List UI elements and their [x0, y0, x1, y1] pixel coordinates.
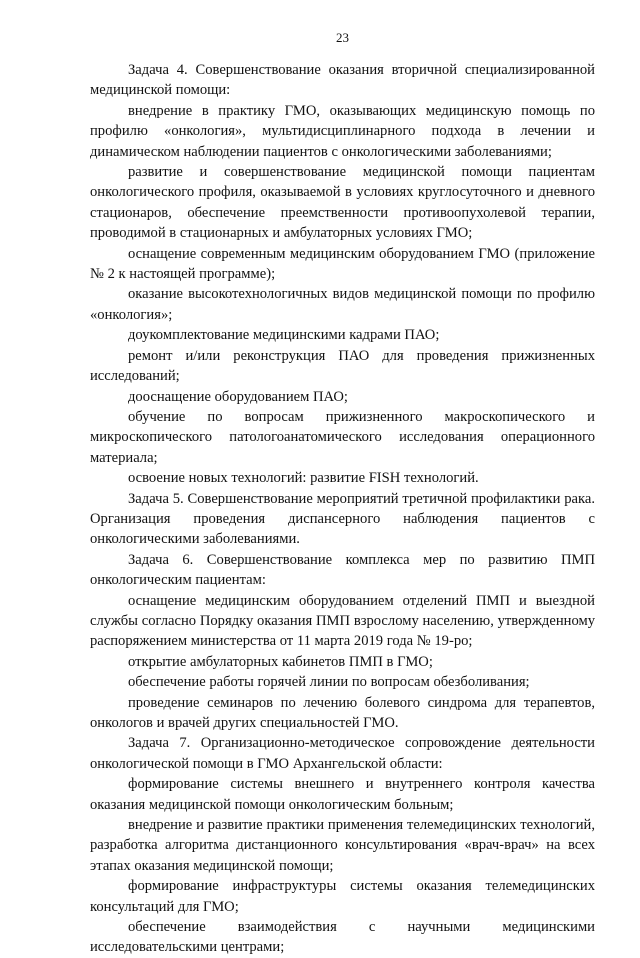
task-4-heading: Задача 4. Совершенствование оказания вторичной специализированной медицинской помощи:	[90, 62, 595, 99]
list-item: обучение по вопросам прижизненного макроскопического и микроскопического патологоанатомического исследования операционного материала;	[90, 408, 595, 466]
list-item: оказание высокотехнологичных видов медицинской помощи по профилю «онкология»;	[90, 286, 595, 323]
list-item: проведение семинаров по лечению болевого синдрома для терапевтов, онкологов и врачей других специальностей ГМО.	[90, 694, 595, 731]
list-item: освоение новых технологий: развитие FISH технологий.	[128, 470, 479, 487]
list-item: внедрение в практику ГМО, оказывающих медицинскую помощь по профилю «онкология», мультидисциплинарного подхода в лечении и динамическом наблюдении пациентов с онкологическими заболеваниями;	[90, 102, 595, 160]
task-7-heading: Задача 7. Организационно-методическое сопровождение деятельности онкологической помощи в ГМО Архангельской области:	[90, 735, 595, 772]
list-item: доукомплектование медицинскими кадрами ПАО;	[128, 327, 440, 344]
list-item: ремонт и/или реконструкция ПАО для проведения прижизненных исследований;	[90, 347, 595, 385]
list-item: дооснащение оборудованием ПАО;	[128, 388, 348, 405]
list-item: развитие и совершенствование медицинской помощи пациентам онкологического профиля, оказываемой в условиях круглосуточного и дневного стационаров, обеспечение преемственности противоопухолевой терапии, проводимой в стационарных и амбулаторных условиях ГМО;	[90, 164, 595, 242]
task-5-heading: Задача 5. Совершенствование мероприятий третичной профилактики рака. Организация проведения диспансерного наблюдения пациентов с онкологическими заболеваниями.	[90, 490, 595, 548]
list-item: обеспечение взаимодействия с научными медицинскими исследовательскими центрами;	[90, 919, 595, 956]
list-item: формирование системы внешнего и внутреннего контроля качества оказания медицинской помощи онкологическим больным;	[90, 776, 595, 813]
list-item: открытие амбулаторных кабинетов ПМП в ГМО;	[128, 653, 433, 670]
list-item: формирование инфраструктуры системы оказания телемедицинских консультаций для ГМО;	[90, 878, 595, 915]
list-item: оснащение медицинским оборудованием отделений ПМП и выездной службы согласно Порядку оказания ПМП взрослому населению, утвержденному распоряжением министерства от 11 марта 2019 года № 19-ро;	[90, 592, 595, 650]
task-6-heading: Задача 6. Совершенствование комплекса мер по развитию ПМП онкологическим пациентам:	[90, 551, 595, 589]
list-item: внедрение и развитие практики применения телемедицинских технологий, разработка алгоритма дистанционного консультирования «врач-врач» на всех этапах оказания медицинской помощи;	[90, 817, 595, 874]
list-item: оснащение современным медицинским оборудованием ГМО (приложение № 2 к настоящей программе);	[90, 245, 595, 283]
page-number: 23	[336, 30, 349, 45]
list-item: обеспечение работы горячей линии по вопросам обезболивания;	[128, 674, 530, 691]
document-page	[90, 30, 595, 958]
